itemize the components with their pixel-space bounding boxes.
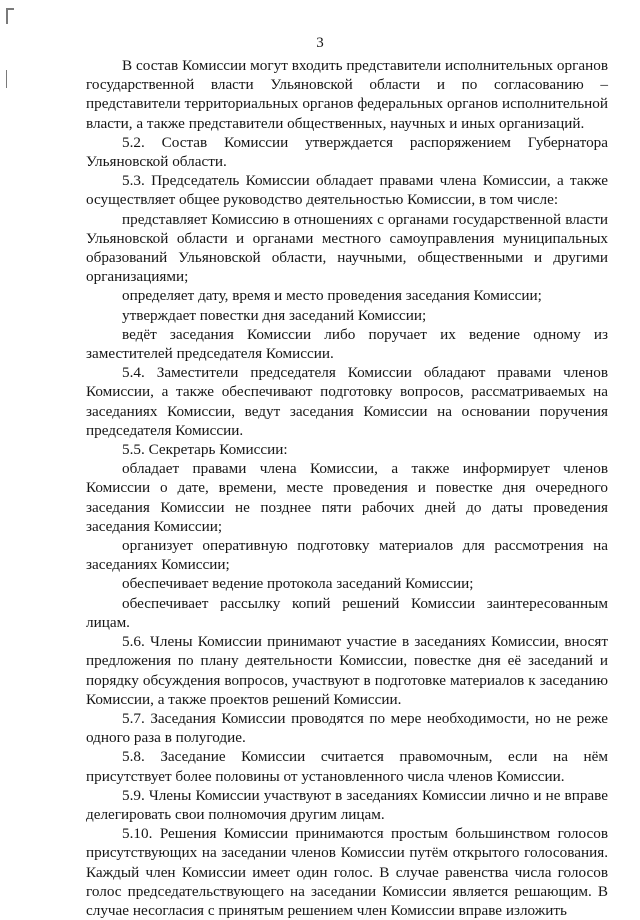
paragraph: В состав Комиссии могут входить представители исполнительных органов государственной власти Ульяновской области и по согласованию – представители территориальных органов федеральных органов исполнительной власти, а также представители общественных, научных и иных организаций. bbox=[86, 57, 608, 132]
paragraph: 5.4. Заместители председателя Комиссии обладают правами членов Комиссии, а также обеспечивают подготовку вопросов, рассматриваемых на заседаниях Комиссии, ведут заседания Комиссии на основании поручения председателя Комиссии. bbox=[86, 364, 608, 439]
paragraph: представляет Комиссию в отношениях с органами государственной власти Ульяновской области и органами местного самоуправления муниципальных образований Ульяновской области, научными, общественными и другими организациями; bbox=[86, 210, 608, 286]
page-number: 3 bbox=[316, 35, 324, 51]
paragraph: 5.9. Члены Комиссии участвуют в заседаниях Комиссии лично и не вправе делегировать свои полномочия другим лицам. bbox=[86, 786, 608, 823]
scan-edge-mark bbox=[6, 70, 7, 88]
scan-edge-mark bbox=[6, 8, 14, 10]
paragraph: определяет дату, время и место проведения заседания Комиссии; bbox=[122, 287, 542, 305]
paragraph: 5.3. Председатель Комиссии обладает правами члена Комиссии, а также осуществляет общее руководство деятельностью Комиссии, в том числе: bbox=[86, 172, 608, 209]
paragraph: 5.5. Секретарь Комиссии: bbox=[122, 441, 288, 459]
paragraph: обладает правами члена Комиссии, а также информирует членов Комиссии о дате, времени, месте проведения и повестке дня очередного заседания Комиссии не позднее пяти рабочих дней до даты проведения заседания Комиссии; bbox=[86, 460, 608, 535]
paragraph: обеспечивает рассылку копий решений Комиссии заинтересованным лицам. bbox=[86, 594, 608, 631]
paragraph: 5.10. Решения Комиссии принимаются простым большинством голосов присутствующих на заседании членов Комиссии путём открытого голосования. Каждый член Комиссии имеет один голос. В случае равенства числа голосов голос председательствующего на заседании Комиссии является решающим. В случае несогласия с принятым решением член Комиссии вправе изложить bbox=[86, 825, 608, 919]
paragraph: утверждает повестки дня заседаний Комиссии; bbox=[122, 306, 427, 324]
paragraph: 5.6. Члены Комиссии принимают участие в заседаниях Комиссии, вносят предложения по плану деятельности Комиссии, повестке дня её заседаний и порядку обсуждения вопросов, участвуют в подготовке материалов к заседанию Комиссии, а также проектов решений Комиссии. bbox=[86, 633, 608, 708]
paragraph: ведёт заседания Комиссии либо поручает их ведение одному из заместителей председателя Комиссии. bbox=[86, 325, 608, 363]
document-body bbox=[86, 56, 608, 920]
paragraph: 5.8. Заседание Комиссии считается правомочным, если на нём присутствует более половины от установленного числа членов Комиссии. bbox=[86, 748, 608, 785]
scan-edge-mark bbox=[6, 8, 8, 24]
paragraph: обеспечивает ведение протокола заседаний Комиссии; bbox=[122, 575, 474, 593]
paragraph: 5.2. Состав Комиссии утверждается распоряжением Губернатора Ульяновской области. bbox=[86, 133, 608, 171]
paragraph: 5.7. Заседания Комиссии проводятся по мере необходимости, но не реже одного раза в полугодие. bbox=[86, 709, 608, 747]
paragraph: организует оперативную подготовку материалов для рассмотрения на заседаниях Комиссии; bbox=[86, 537, 608, 574]
